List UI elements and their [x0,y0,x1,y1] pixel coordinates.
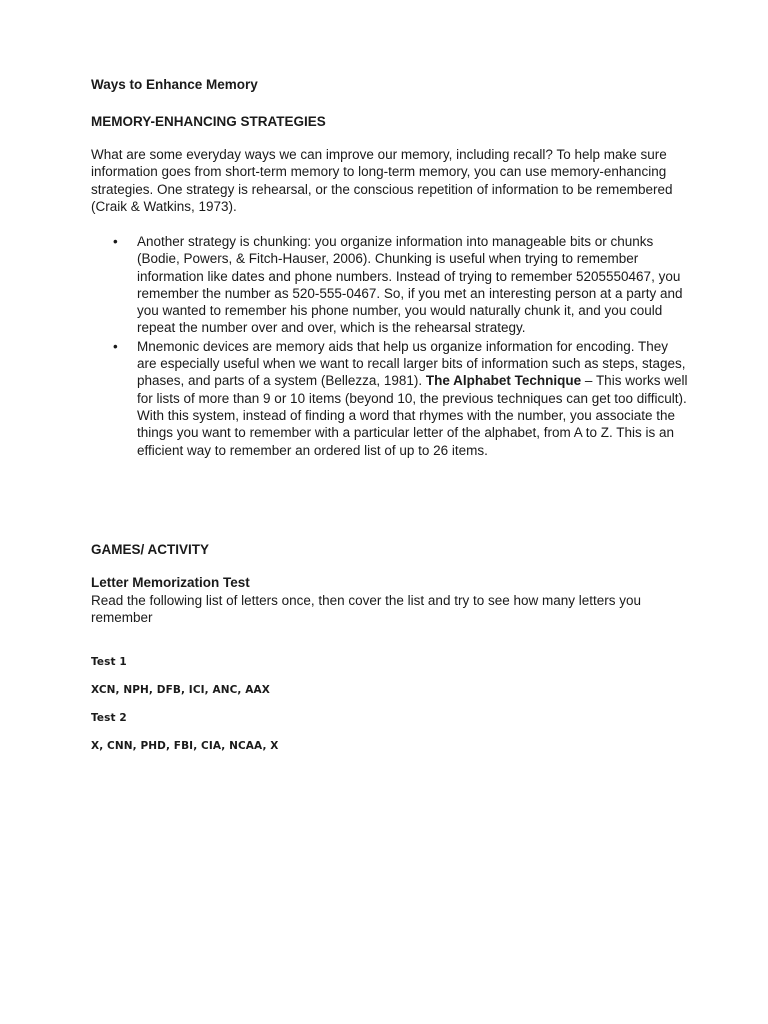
test-instructions: Read the following list of letters once, then cover the list and try to see how many letters you remember [91,593,642,626]
test-2-label: Test 2 [91,712,127,724]
intro-paragraph: What are some everyday ways we can improve our memory, including recall? To help make sure information goes from short-term memory to long-term memory, you can use memory-enhancing strategies. One strategy is rehearsal, or the conscious repetition of information to be remembered (Craik & Watkins, 1973). [91,147,673,215]
test-heading: Letter Memorization Test [91,575,250,590]
bullet-marker: • [113,338,118,354]
strategy-bullet-list [91,233,691,460]
alphabet-technique-term: The Alphabet Technique [425,373,582,389]
bullet-chunking [91,233,691,337]
document-title: Ways to Enhance Memory [91,77,258,92]
test-1-label: Test 1 [91,656,127,668]
bullet-chunking-text: Another strategy is chunking: you organize information into manageable bits or chunks (Bodie, Powers, & Fitch-Hauser, 2006). Chunking is useful when trying to remember information like dates and phone numbers. Instead of trying to remember 5205550467, you remember the number as 520-555-0467. So, if you met an interesting person at a party and you wanted to remember his phone number, you would naturally chunk it, and you could repeat the number over and over, which is the rehearsal strategy. [137,234,683,336]
bullet-mnemonic-text-before: Mnemonic devices are memory aids that help us organize information for encoding. They are especially useful when we want to recall larger bits of information such as steps, stages, phases, and parts of a system (Bellezza, 1981). [137,338,686,389]
test-1-letters: XCN, NPH, DFB, ICI, ANC, AAX [91,684,270,696]
games-heading: GAMES/ ACTIVITY [91,542,210,557]
test-2-letters: X, CNN, PHD, FBI, CIA, NCAA, X [91,740,279,752]
bullet-mnemonic-text-after: – This works well for lists of more than 9 or 10 items (beyond 10, the previous techniques can get too difficult). With this system, instead of finding a word that rhymes with the number, you associate the things you want to remember with a particular letter of the alphabet, from A to Z. This is an efficient way to remember an ordered list of up to 26 items. [137,373,688,458]
strategies-heading: MEMORY-ENHANCING STRATEGIES [91,114,326,129]
bullet-mnemonic [91,338,691,459]
bullet-marker: • [113,234,118,249]
